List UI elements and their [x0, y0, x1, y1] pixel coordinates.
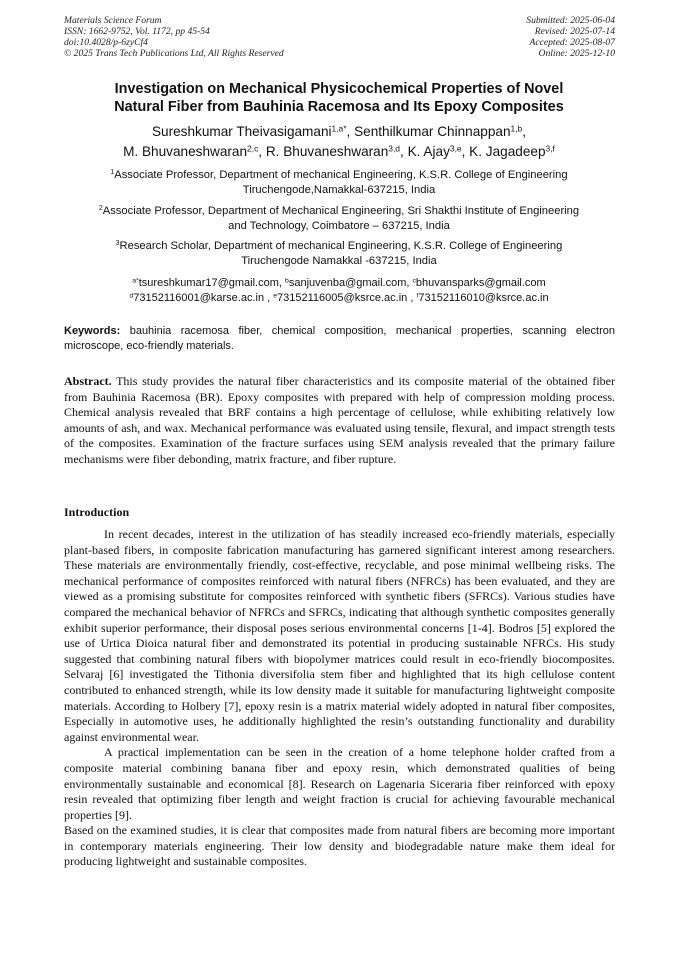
authors-line-2: M. Bhuvaneshwaran$^{2,c}$, R. Bhuvaneshwaran$^{3,d}$, K. Ajay$^{3,e}$, K. Jagadeep$^{3,f}$ [123, 143, 555, 159]
author-name: Sureshkumar Theivasigamani [151, 124, 332, 139]
keywords-label: Keywords: [64, 325, 121, 337]
doi: doi:10.4028/p-6zyCf4 [64, 37, 148, 48]
author-affil-mark: 3,d [388, 143, 400, 154]
title-line-2: Natural Fiber from Bauhinia Racemosa and Its Epoxy Composites [114, 99, 564, 115]
email-link[interactable]: bhuvansparks@gmail.com [415, 277, 546, 289]
author-affil-mark: 2,c [247, 143, 259, 154]
title-line-1: Investigation on Mechanical Physicochemical Properties of Novel [114, 81, 564, 97]
author-name: K. Jagadeep [469, 144, 546, 159]
copyright: © 2025 Trans Tech Publications Ltd, All Rights Reserved [64, 48, 284, 59]
author-affil-mark: 1,b [510, 123, 523, 134]
affiliation-text: and Technology, Coimbatore – 637215, India [228, 220, 450, 232]
email-mark: e [273, 292, 278, 300]
accepted-date: Accepted: 2025-08-07 [529, 37, 615, 48]
abstract [64, 374, 615, 468]
affiliation-text: Tiruchengode Namakkal -637215, India [241, 255, 437, 267]
author-list [40, 122, 638, 162]
email-mark: a* [132, 277, 139, 285]
paragraph: Based on the examined studies, it is clear that composites made from natural fibers are becoming more important in contemporary materials engineering. Their low density and biodegradable nature make them ideal for producing lightweight and sustainable composites. [64, 823, 615, 869]
journal-name: Materials Science Forum [64, 15, 162, 26]
affiliation-text: Research Scholar, Department of mechanical Engineering, K.S.R. College of Engineering [119, 240, 563, 252]
email-link[interactable]: tsureshkumar17@gmail.com [138, 277, 279, 289]
author-name: R. Bhuvaneshwaran [265, 144, 389, 159]
email-link[interactable]: sanjuvenba@gmail.com [288, 277, 407, 289]
journal-header-right [526, 15, 615, 59]
affiliation-text: Tiruchengode,Namakkal-637215, India [242, 184, 436, 196]
section-heading-introduction: Introduction [64, 505, 130, 519]
abstract-label: Abstract. [64, 374, 112, 388]
email-mark: b [285, 277, 289, 285]
authors-line-1: Sureshkumar Theivasigamani$^{1,a*}$, Senthilkumar Chinnappan$^{1,b}$, [151, 123, 527, 139]
author-name: M. Bhuvaneshwaran [123, 144, 248, 159]
journal-header-left [64, 15, 284, 59]
abstract-text: This study provides the natural fiber characteristics and its composite material of the obtained fiber from Bauhinia Racemosa (BR). Epoxy composites with prepared with help of compression molding process. Chemical analysis revealed that BRF contains a high percentage of cellulose, while exhibiting relatively low amounts of ash, and wax. Mechanical performance was evaluated using tensile, flexural, and impact strength tests of the composites. Examination of the fracture surfaces using SEM analysis revealed that the primary failure mechanisms were fiber debonding, matrix fracture, and fiber rupture. [64, 374, 615, 466]
author-emails: $^{a*}$tsureshkumar17@gmail.com, $^b$sanjuvenba@gmail.com, $^c$bhuvansparks@gmail.com $^d$73152116001@karse.ac.in , $^e$73152116005@ksrce.ac.in , $^f$73152116010@ksrce.ac.in [129, 277, 549, 304]
submitted-date: Submitted: 2025-06-04 [526, 15, 615, 26]
email-link[interactable]: 73152116010@ksrce.ac.in [418, 292, 549, 304]
keywords [64, 324, 615, 353]
author-name: Senthilkumar Chinnappan [354, 124, 511, 139]
email-mark: d [129, 292, 134, 300]
author-affil-mark: 1,a* [331, 123, 347, 134]
affiliation-number: 2 [98, 205, 103, 213]
email-link[interactable]: 73152116005@ksrce.ac.in [277, 292, 408, 304]
author-name: K. Ajay [407, 144, 450, 159]
affiliation-number: 3 [115, 240, 120, 248]
affiliation-text: Associate Professor, Department of mechanical Engineering, K.S.R. College of Engineering [114, 169, 568, 181]
affiliation-1 [40, 168, 638, 198]
introduction-body [64, 527, 615, 870]
paragraph: In recent decades, interest in the utilization of has steadily increased eco-friendly materials, especially plant-based fibers, in composite fabrication manufacturing has garnered significant interest among researchers. These materials are environmentally friendly, cost-effective, recyclable, and pose minimal wellbeing risks. The mechanical performance of composites reinforced with natural fibers (NFRCs) has been evaluated, and they are viewed as a promising substitute for composites reinforced with synthetic fibers (SFRCs). Various studies have compared the mechanical behavior of NFRCs and SFRCs, indicating that although synthetic composites generally exhibit superior performance, their disposal poses serious environmental concerns [1-4]. Bodros [5] explored the use of Urtica Dioica natural fiber and demonstrated its potential in producing sustainable NFRCs. His study suggested that combining natural fibers with biopolymer matrices could result in eco-friendly biocomposites. Selvaraj [6] investigated the Tithonia diversifolia stem fiber and highlighted that its high cellulose content contributed to enhanced strength, while its low density made it suitable for manufacturing lightweight composite materials. According to Holbery [7], epoxy resin is a matrix material widely adopted in natural fiber composites, Especially in automotive uses, he additionally highlighted the resin’s outstanding functionality and durability against environmental wear. [64, 527, 615, 744]
keywords-text: bauhinia racemosa fiber, chemical composition, mechanical properties, scanning electron microscope, eco-friendly materials. [64, 325, 615, 352]
affiliation-3 [40, 239, 638, 269]
affiliation-number: 1 [110, 169, 115, 177]
issn-volume: ISSN: 1662-9752, Vol. 1172, pp 45-54 [64, 26, 210, 37]
affiliation-text: Associate Professor, Department of Mechanical Engineering, Sri Shakthi Institute of Engineering [102, 205, 580, 217]
author-affil-mark: 3,f [545, 143, 555, 154]
email-mark: f [416, 292, 419, 300]
revised-date: Revised: 2025-07-14 [534, 26, 615, 37]
email-mark: c [412, 277, 416, 285]
online-date: Online: 2025-12-10 [538, 48, 615, 59]
author-affil-mark: 3,e [449, 143, 462, 154]
paper-title [40, 80, 638, 116]
paragraph: A practical implementation can be seen in the creation of a home telephone holder crafted from a composite material combining banana fiber and epoxy resin, which demonstrated qualities of being environmentally sustainable and economical [8]. Research on Lagenaria Siceraria fiber reinforced with epoxy resin revealed that optimizing fiber length and weight fraction is crucial for achieving favourable mechanical properties [9]. [64, 745, 615, 822]
email-link[interactable]: 73152116001@karse.ac.in [133, 292, 265, 304]
affiliation-2 [40, 204, 638, 234]
